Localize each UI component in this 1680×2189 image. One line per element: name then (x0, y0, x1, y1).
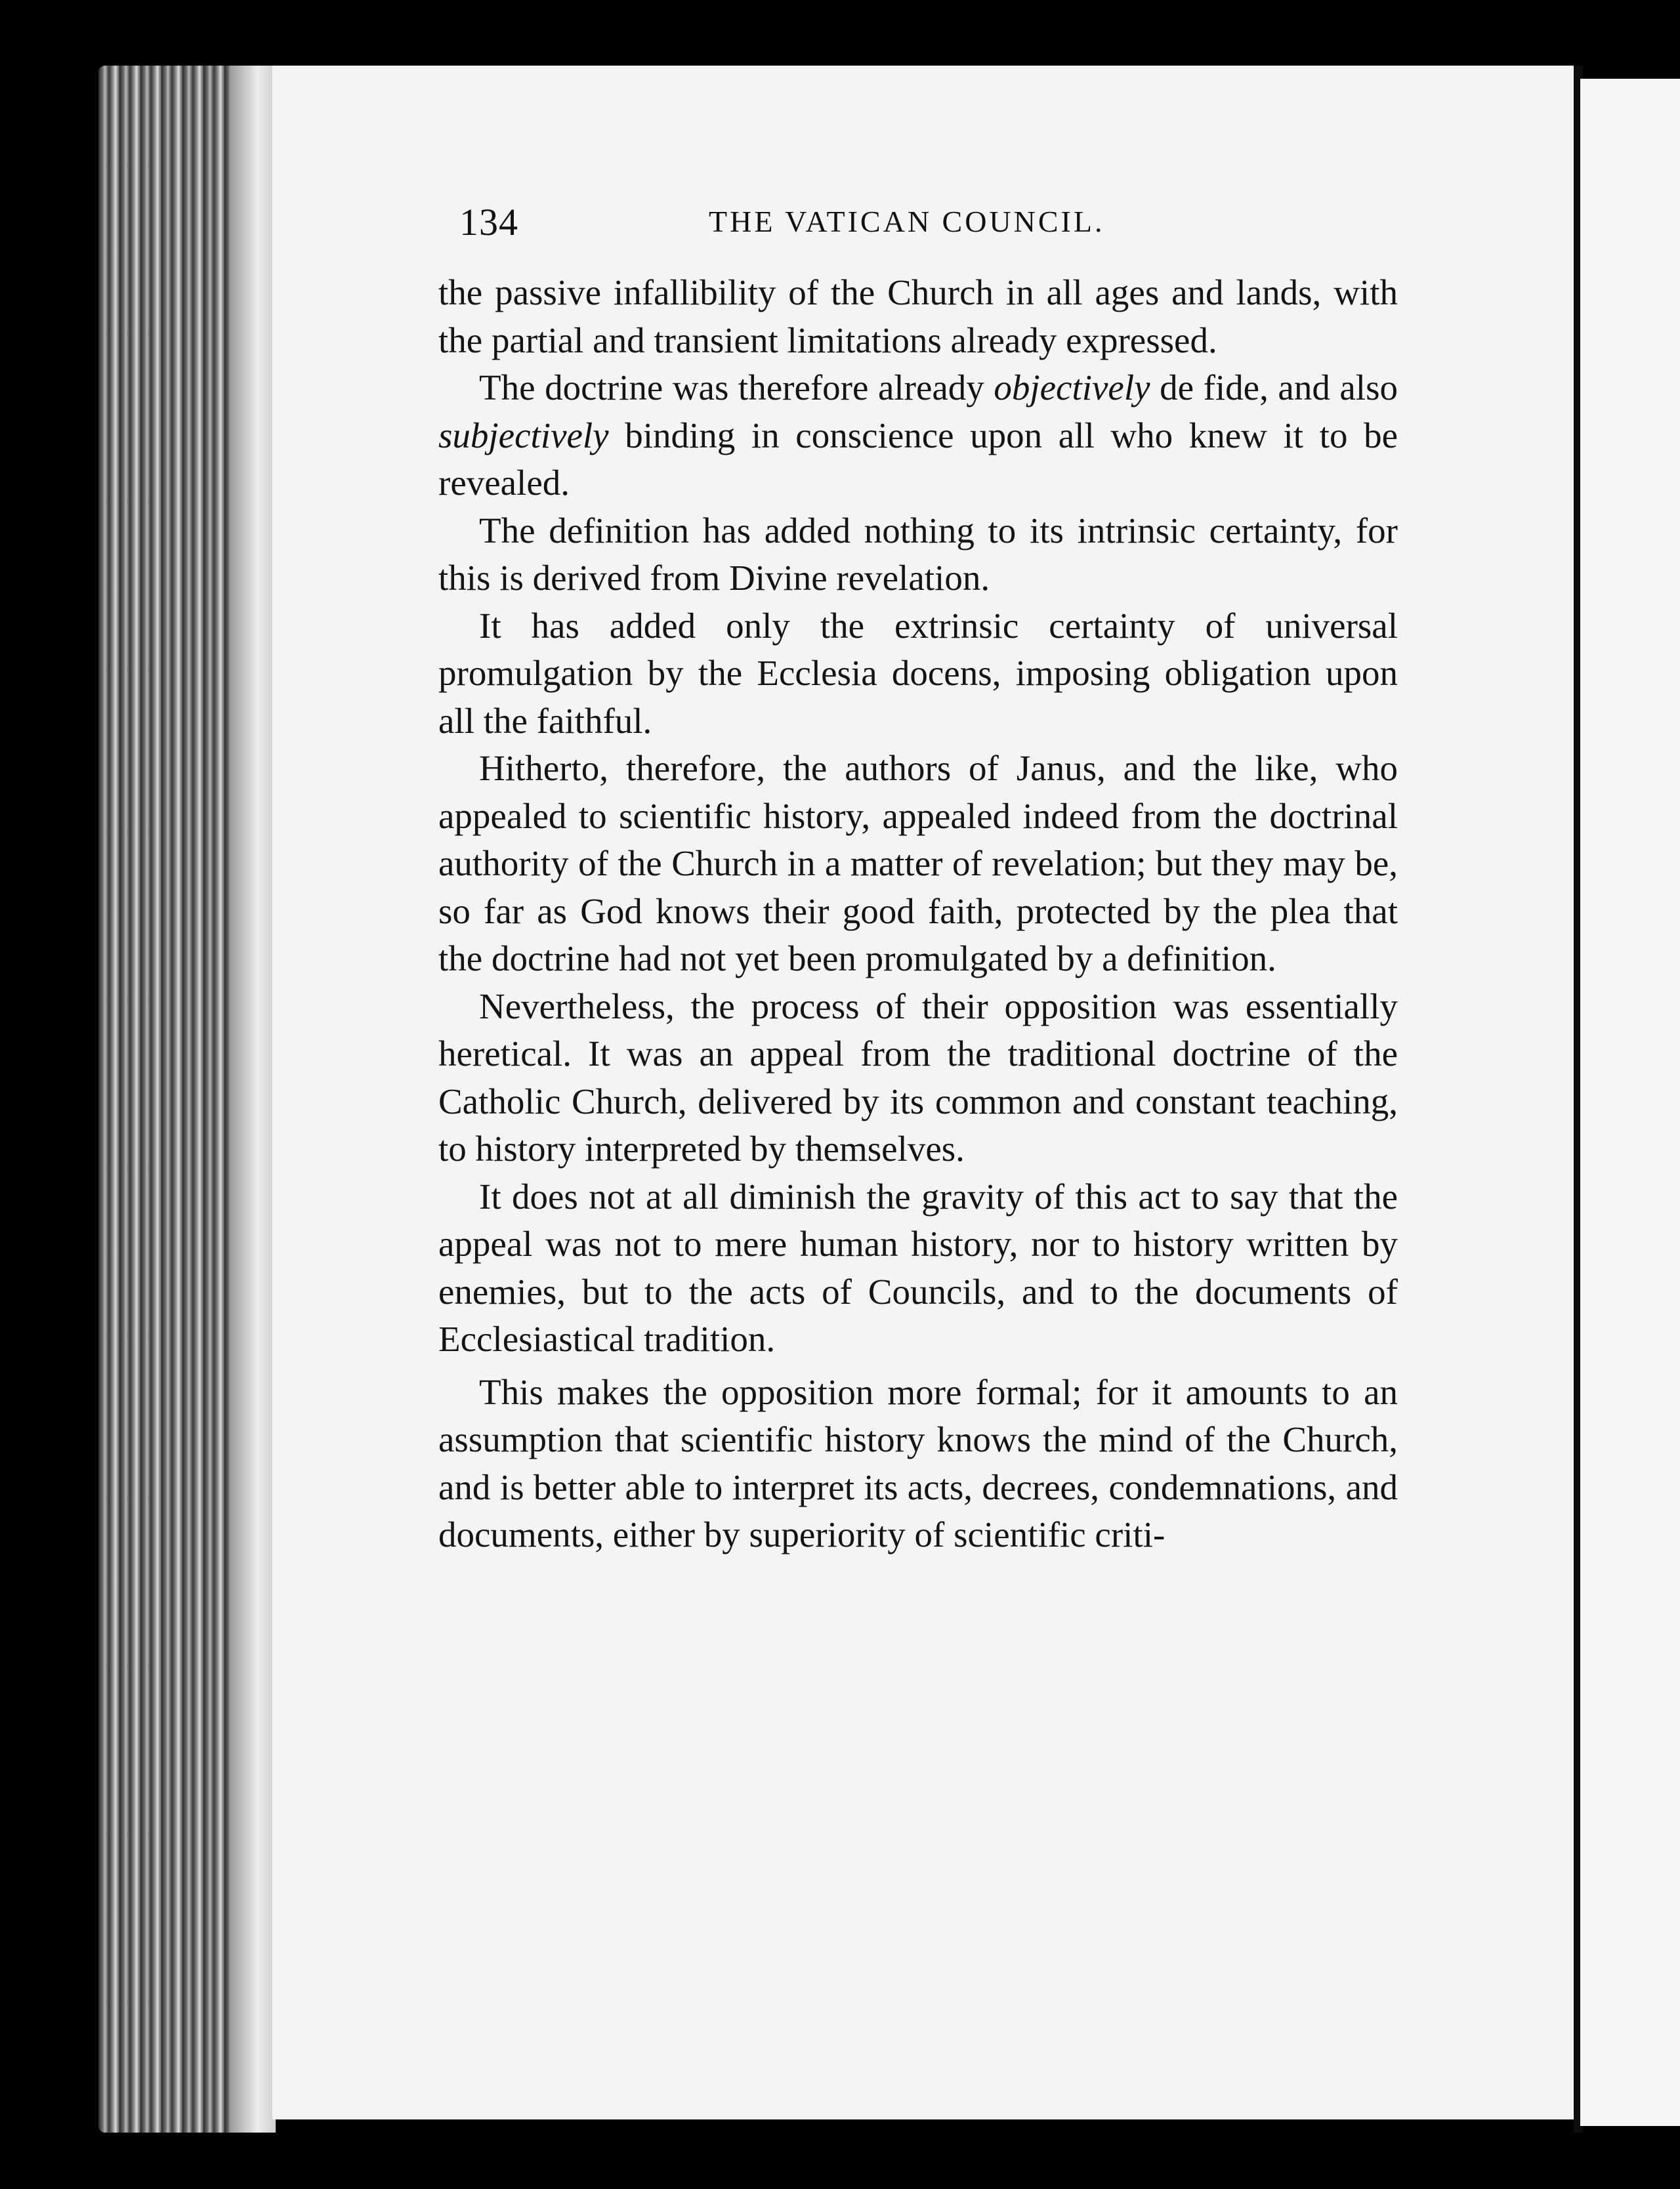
page-number: 134 (459, 201, 518, 243)
paragraph (438, 745, 1398, 983)
text-run: This makes the opposition more formal; for it amounts to an assumption that scientific history knows the mind of the Church, and is better able to interpret its acts, decrees, condemnations, and documents, either by superiority of scientific criti- (438, 1371, 1398, 1554)
paragraph (438, 507, 1398, 602)
text-run: the passive infallibility of the Church in all ages and lands, with the partial and transient limitations already expressed. (438, 272, 1398, 360)
text-run: binding in conscience upon all who knew it to be revealed. (438, 415, 1398, 503)
italic-term: objectively (994, 367, 1150, 407)
text-run: It has added only the extrinsic certainty of universal promulgation by the Ecclesia docens, imposing obligation upon all the faithful. (438, 605, 1398, 741)
text-run: Hitherto, therefore, the authors of Janus, and the like, who appealed to scientific history, appealed indeed from the doctrinal authority of the Church in a matter of revelation; but they may be, so far as God knows their good faith, protected by the plea that the doctrine had not yet been promulgated by a definition. (438, 748, 1398, 978)
italic-term: subjectively (438, 415, 609, 455)
book-page-edges (98, 66, 276, 2133)
body-text (438, 269, 1398, 1559)
paragraph (438, 269, 1398, 364)
paragraph (438, 1369, 1398, 1559)
paragraph (438, 983, 1398, 1173)
paragraph (438, 602, 1398, 745)
text-run: The doctrine was therefore already (479, 367, 994, 407)
paragraph (438, 364, 1398, 507)
page-header (459, 200, 1411, 253)
text-run: Nevertheless, the process of their opposition was essentially heretical. It was an appeal from the traditional doctrine of the Catholic Church, delivered by its common and constant teaching, to history interpreted by themselves. (438, 986, 1398, 1169)
adjacent-page-edge (1580, 79, 1680, 2126)
paragraph (438, 1173, 1398, 1364)
text-run: de fide, and also (1150, 367, 1398, 407)
running-head: THE VATICAN COUNCIL. (709, 205, 1105, 238)
text-run: The definition has added nothing to its intrinsic certainty, for this is derived from Divine revelation. (438, 510, 1398, 598)
text-run: It does not at all diminish the gravity of this act to say that the appeal was not to mere human history, nor to history written by enemies, but to the acts of Councils, and to the documents of Ecclesiastical tradition. (438, 1176, 1398, 1359)
